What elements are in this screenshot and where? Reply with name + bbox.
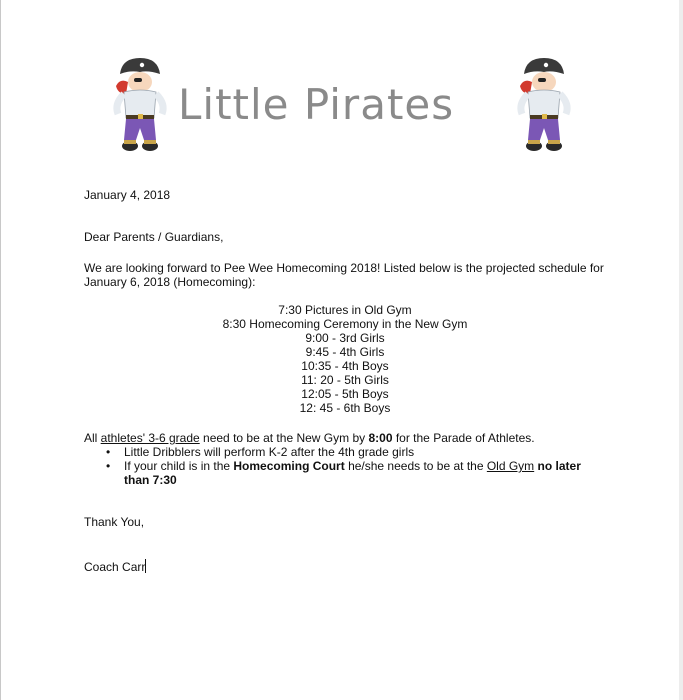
deadline-bold-line2: than 7:30 (124, 473, 177, 487)
letter-salutation: Dear Parents / Guardians, (84, 230, 224, 244)
banner-title: Little Pirates (178, 80, 455, 129)
notes-bullet-list (104, 445, 604, 487)
pirate-clipart-right (512, 52, 576, 158)
court-middle: he/she needs to be at the (344, 459, 487, 473)
schedule-item: 8:30 Homecoming Ceremony in the New Gym (222, 317, 468, 331)
letter-intro-paragraph: We are looking forward to Pee Wee Homecoming 2018! Listed below is the projected schedule for January 6, 2018 (Homecoming): (84, 261, 604, 289)
athletes-grade-underlined: athletes' 3-6 grade (100, 431, 200, 445)
letter-signature-line[interactable] (84, 559, 146, 574)
schedule-item: 9:45 - 4th Girls (305, 345, 385, 359)
athletes-time: 8:00 (368, 431, 393, 445)
schedule-list (150, 303, 540, 415)
schedule-item: 12: 45 - 6th Boys (299, 401, 391, 415)
letterhead-banner (0, 52, 683, 162)
schedule-item: 10:35 - 4th Boys (301, 359, 389, 373)
bullet-marker: • (106, 459, 111, 473)
schedule-item: 11: 20 - 5th Girls (301, 373, 389, 387)
athletes-suffix: for the Parade of Athletes. (392, 431, 535, 445)
pirate-clipart-left (108, 52, 172, 158)
schedule-item: 9:00 - 3rd Girls (305, 331, 385, 345)
court-prefix: If your child is in the (124, 459, 234, 473)
letter-signature: Coach Carr (84, 560, 146, 574)
old-gym-underlined: Old Gym (486, 459, 535, 473)
deadline-bold-line1: no later (537, 459, 581, 473)
schedule-item: 12:05 - 5th Boys (301, 387, 389, 401)
bullet-item-homecoming-court (104, 459, 604, 487)
court-bold: Homecoming Court (233, 459, 345, 473)
athletes-instruction (84, 431, 535, 445)
bullet-dribblers-text: Little Dribblers will perform K-2 after the 4th grade girls (124, 445, 415, 459)
athletes-middle: need to be at the New Gym by (199, 431, 369, 445)
athletes-prefix: All (84, 431, 101, 445)
text-cursor (145, 559, 146, 573)
bullet-marker: • (106, 445, 111, 459)
letter-closing: Thank You, (84, 515, 145, 529)
schedule-item: 7:30 Pictures in Old Gym (278, 303, 412, 317)
letter-date: January 4, 2018 (84, 188, 171, 202)
bullet-item-dribblers (104, 445, 604, 459)
